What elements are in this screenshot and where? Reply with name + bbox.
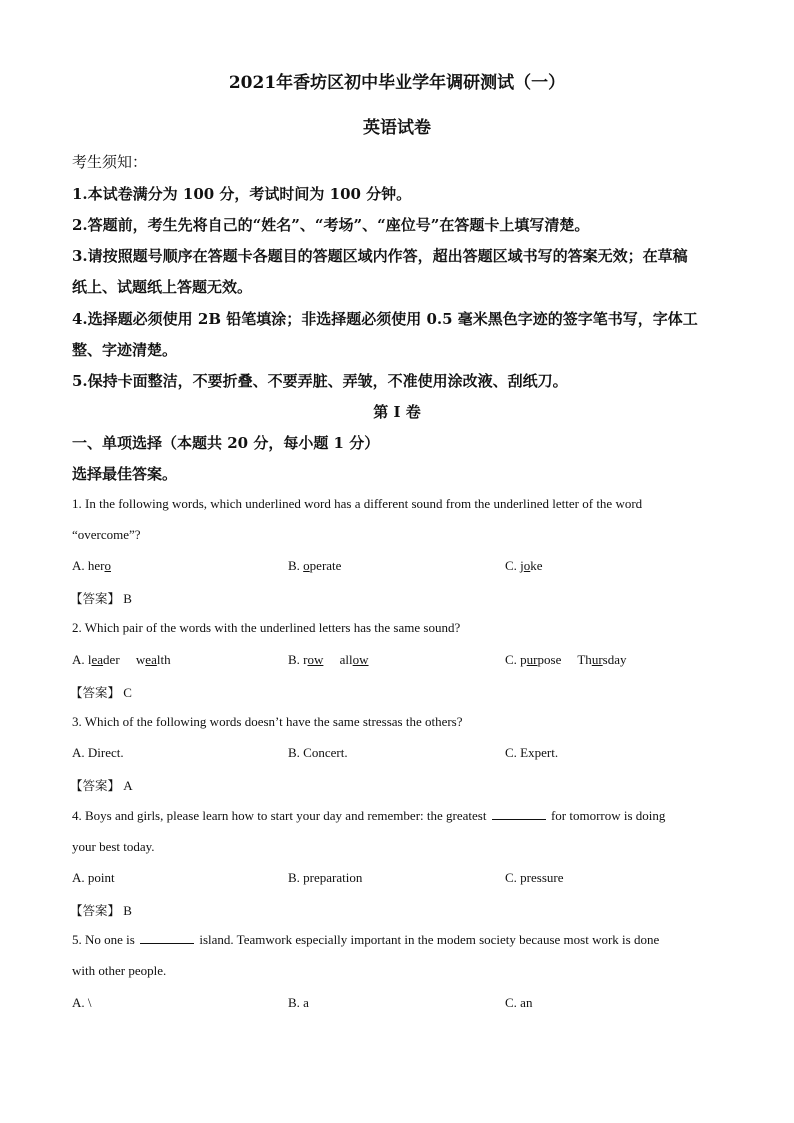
option-a[interactable]: A. hero <box>72 558 111 573</box>
question-stem: “overcome”? <box>72 527 141 542</box>
section-title: 一、单项选择（本题共 20 分，每小题 1 分） <box>72 434 380 452</box>
option-b[interactable]: B. a <box>288 995 309 1010</box>
answer-line <box>70 901 132 919</box>
option-c[interactable]: C. purpose Thursday <box>505 652 627 667</box>
question-stem: 5. No one is island. Teamwork especially important in the modem society because most work is done <box>72 932 660 947</box>
question-stem: 4. Boys and girls, please learn how to start your day and remember: the greatest for tomorrow is doing <box>72 808 666 823</box>
answer-value: B <box>123 903 132 918</box>
option-b[interactable]: B. preparation <box>288 870 363 885</box>
answer-blank <box>140 933 194 944</box>
option-a[interactable]: A. Direct. <box>72 745 124 760</box>
question-stem: your best today. <box>72 839 155 854</box>
section-instruction: 选择最佳答案。 <box>72 465 178 483</box>
option-a[interactable]: A. point <box>72 870 115 885</box>
answer-value: C <box>123 685 132 700</box>
question-stem: 2. Which pair of the words with the underlined letters has the same sound? <box>72 620 461 635</box>
option-b[interactable]: B. row allow <box>288 652 369 667</box>
answer-line <box>70 776 133 794</box>
answer-value: B <box>123 591 132 606</box>
option-c[interactable]: C. joke <box>505 558 543 573</box>
answer-label: 【答案】 <box>70 778 121 793</box>
notice-line: 4.选择题必须使用 2B 铅笔填涂；非选择题必须使用 0.5 毫米黑色字迹的签字笔书写，字体工 <box>72 310 698 328</box>
exam-subtitle: 英语试卷 <box>363 118 431 138</box>
option-b[interactable]: B. operate <box>288 558 342 573</box>
question-stem: 3. Which of the following words doesn’t have the same stressas the others? <box>72 714 463 729</box>
notice-line: 1.本试卷满分为 100 分，考试时间为 100 分钟。 <box>72 185 412 203</box>
question-stem: 1. In the following words, which underlined word has a different sound from the underlined letter of the word <box>72 496 643 511</box>
answer-blank <box>492 809 546 820</box>
answer-value: A <box>123 778 133 793</box>
answer-line <box>70 683 132 701</box>
notice-line: 3.请按照题号顺序在答题卡各题目的答题区域内作答，超出答题区域书写的答案无效；在草稿 <box>72 247 688 265</box>
question-stem: with other people. <box>72 963 167 978</box>
notice-line: 5.保持卡面整洁，不要折叠、不要弄脏、弄皱，不准使用涂改液、刮纸刀。 <box>72 372 568 390</box>
notice-line: 纸上、试题纸上答题无效。 <box>72 278 253 296</box>
answer-line <box>70 589 132 607</box>
answer-label: 【答案】 <box>70 903 121 918</box>
exam-title: 2021年香坊区初中毕业学年调研测试（一） <box>228 73 566 93</box>
option-b[interactable]: B. Concert. <box>288 745 348 760</box>
notice-line: 2.答题前，考生先将自己的“姓名”、“考场”、“座位号”在答题卡上填写清楚。 <box>72 216 590 234</box>
option-a[interactable]: A. \ <box>72 995 92 1010</box>
answer-label: 【答案】 <box>70 685 121 700</box>
notice-line: 整、字迹清楚。 <box>72 341 178 359</box>
option-c[interactable]: C. Expert. <box>505 745 559 760</box>
answer-label: 【答案】 <box>70 591 121 606</box>
option-a[interactable]: A. leader wealth <box>72 652 171 667</box>
volume-title: 第 I 卷 <box>373 403 421 421</box>
notice-heading: 考生须知： <box>72 153 148 171</box>
option-c[interactable]: C. an <box>505 995 533 1010</box>
option-c[interactable]: C. pressure <box>505 870 564 885</box>
